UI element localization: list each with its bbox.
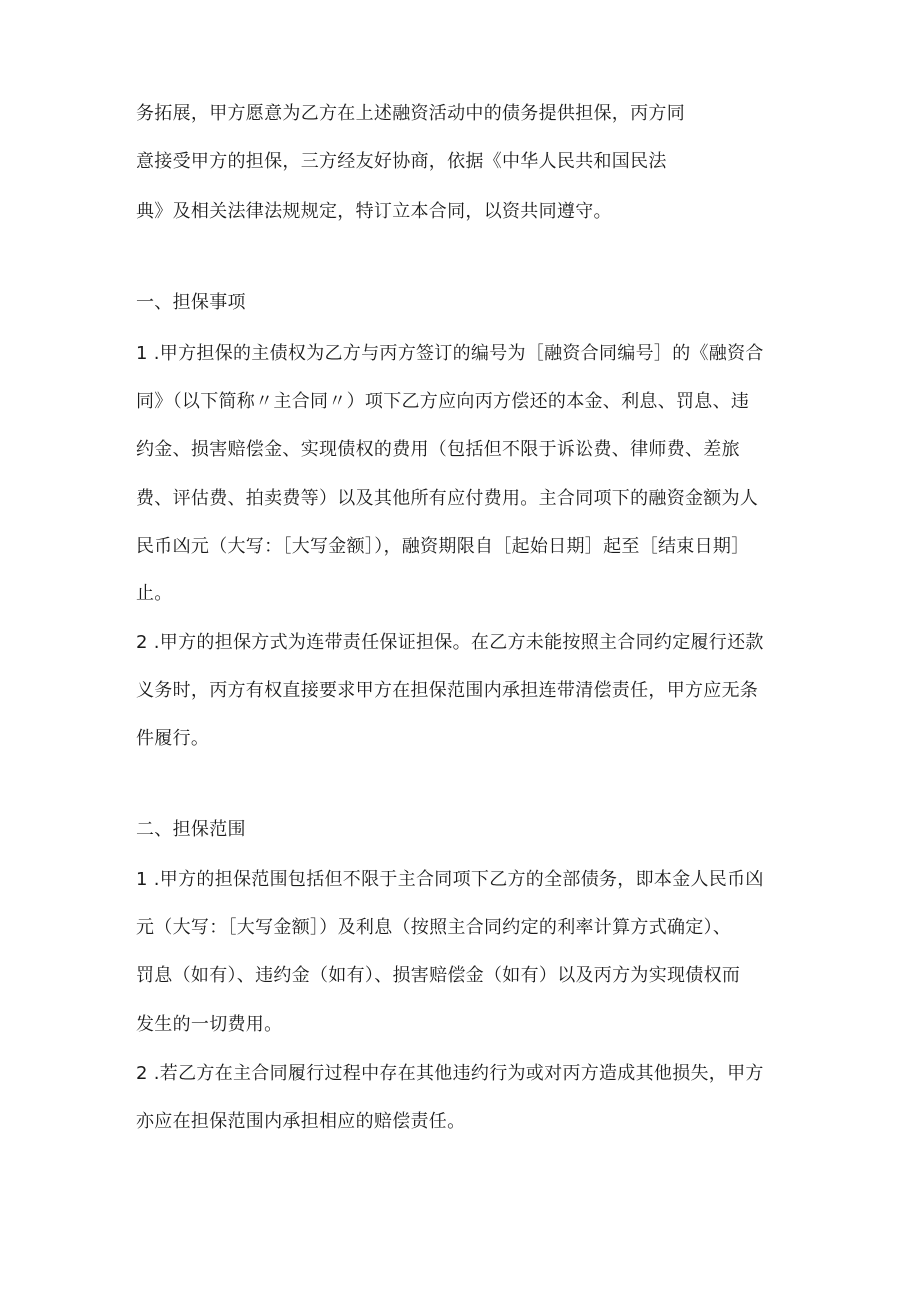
clause-line: 1 .甲方担保的主债权为乙方与丙方签订的编号为［融资合同编号］的《融资合 [136,343,764,364]
clause-line: 义务时，丙方有权直接要求甲方在担保范围内承担连带清偿责任，甲方应无条 [136,680,759,701]
section-heading-guarantee-matters: 一、担保事项 [136,292,246,313]
clause-line: 止。 [136,583,173,604]
clause-line: 发生的一切费用。 [136,1014,283,1035]
intro-line: 典》及相关法律法规规定，特订立本合同，以资共同遵守。 [136,201,612,222]
clause-line: 约金、损害赔偿金、实现债权的费用（包括但不限于诉讼费、律师费、差旅 [136,439,740,460]
clause-line: 元（大写：［大写金额］）及利息（按照主合同约定的利率计算方式确定）、 [136,917,732,938]
clause-line: 民币凶元（大写：［大写金额］），融资期限自［起始日期］起至［结束日期］ [136,536,750,557]
clause-line: 罚息（如有）、违约金（如有）、损害赔偿金（如有）以及丙方为实现债权而 [136,965,741,986]
clause-line: 1 .甲方的担保范围包括但不限于主合同项下乙方的全部债务，即本金人民币凶 [136,869,764,890]
intro-line: 意接受甲方的担保，三方经友好协商，依据《中华人民共和国民法 [136,151,667,172]
clause-line: 同》（以下简称〃主合同〃）项下乙方应向丙方偿还的本金、利息、罚息、违 [136,391,750,412]
clause-line: 件履行。 [136,728,210,749]
clause-line: 费、评估费、拍卖费等）以及其他所有应付费用。主合同项下的融资金额为人 [136,488,759,509]
intro-line: 务拓展，甲方愿意为乙方在上述融资活动中的债务提供担保，丙方同 [136,103,685,124]
clause-line: 亦应在担保范围内承担相应的赔偿责任。 [136,1111,466,1132]
section-heading-guarantee-scope: 二、担保范围 [136,819,246,840]
clause-line: 2 .甲方的担保方式为连带责任保证担保。在乙方未能按照主合同约定履行还款 [136,632,764,653]
clause-line: 2 .若乙方在主合同履行过程中存在其他违约行为或对丙方造成其他损失，甲方 [136,1063,764,1084]
